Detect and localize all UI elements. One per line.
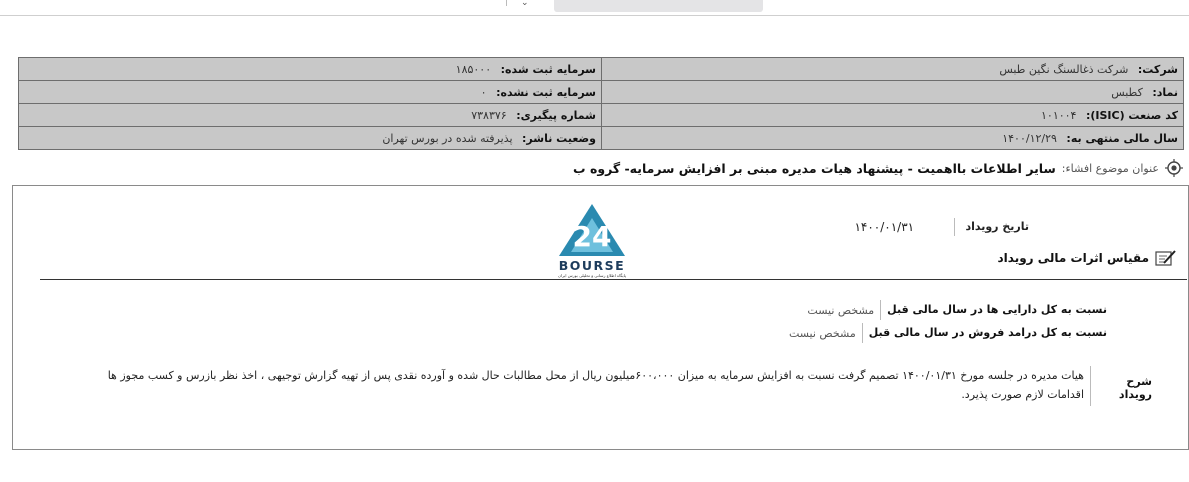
fiscal-year-cell — [602, 127, 1184, 150]
disclosure-subject — [573, 158, 1183, 178]
effect-revenue-label: نسبت به کل درامد فروش در سال مالی قبل — [862, 323, 1107, 343]
financial-impact-label: مقیاس اثرات مالی رویداد — [997, 251, 1149, 265]
subject-label: عنوان موضوع افشاء: — [1061, 161, 1159, 175]
bourse24-logo — [549, 200, 635, 280]
effect-assets-label: نسبت به کل دارایی ها در سال مالی قبل — [880, 300, 1107, 320]
logo-number: 24 — [572, 220, 612, 253]
logo-subtitle: پایگاه اطلاع رسانی و تحلیلی بورس ایران — [558, 273, 626, 278]
isic-label: کد صنعت (ISIC): — [1085, 108, 1178, 122]
logo-triangle-icon — [549, 200, 635, 258]
unregistered-capital-value: ۰ — [480, 85, 487, 99]
isic-cell — [602, 104, 1184, 127]
company-value: شرکت ذغالسنگ نگین طبس — [999, 62, 1129, 76]
unregistered-capital-label: سرمایه ثبت نشده: — [496, 85, 596, 99]
toolbar-field[interactable] — [554, 0, 763, 12]
publisher-status-label: وضعیت ناشر: — [522, 131, 596, 145]
event-description-label: شرح رویداد — [1090, 366, 1152, 406]
event-description — [107, 366, 1152, 406]
toolbar-divider — [506, 0, 507, 6]
financial-impact-title — [998, 248, 1177, 268]
registered-capital-value: ۱۸۵۰۰۰ — [455, 62, 492, 76]
event-description-text: هیات مدیره در جلسه مورخ ۱۴۰۰/۰۱/۳۱ تصمیم گرفت نسبت به افزایش سرمایه به میزان ۶۰۰،۰۰۰میلیون ریال از محل مطالبات حال شده و آورده نقدی پس از تهیه گزارش توجیهی ، اخذ نظر بازرس و کسب مجوز ها اقدامات لازم صورت پذیرد. — [107, 369, 1084, 401]
company-label: شرکت: — [1137, 62, 1178, 76]
table-row — [19, 127, 1184, 150]
symbol-label: نماد: — [1152, 85, 1178, 99]
unregistered-capital-cell — [19, 81, 602, 104]
company-info-table — [18, 57, 1184, 150]
fiscal-year-value: ۱۴۰۰/۱۲/۲۹ — [1002, 131, 1057, 145]
event-date — [854, 218, 1029, 236]
fiscal-year-label: سال مالی منتهی به: — [1066, 131, 1178, 145]
dropdown-arrow-icon[interactable]: ⌄ — [521, 0, 529, 8]
table-row — [19, 58, 1184, 81]
isic-value: ۱۰۱۰۰۴ — [1041, 108, 1077, 122]
target-icon — [1165, 159, 1183, 177]
publisher-status-value: پذیرفته شده در بورس تهران — [382, 131, 513, 145]
table-row — [19, 81, 1184, 104]
effects-list — [789, 300, 1107, 346]
effect-assets-value: مشخص نیست — [807, 303, 875, 317]
effect-revenue-value: مشخص نیست — [788, 326, 856, 340]
company-cell — [602, 58, 1184, 81]
symbol-value: کطبس — [1111, 85, 1143, 99]
tracking-number-label: شماره پیگیری: — [516, 108, 596, 122]
effect-row — [789, 323, 1107, 343]
registered-capital-cell — [19, 58, 602, 81]
table-row — [19, 104, 1184, 127]
subject-value: سایر اطلاعات بااهمیت - پیشنهاد هیات مدیره مبنی بر افزایش سرمایه- گروه ب — [573, 160, 1056, 176]
tracking-number-value: ۷۳۸۳۷۶ — [471, 108, 507, 122]
event-date-label: تاریخ رویداد — [954, 218, 1029, 236]
event-date-value: ۱۴۰۰/۰۱/۳۱ — [854, 220, 915, 234]
section-divider — [40, 279, 1187, 280]
logo-word: BOURSE — [558, 258, 626, 273]
symbol-cell — [602, 81, 1184, 104]
registered-capital-label: سرمایه ثبت شده: — [500, 62, 596, 76]
effect-row — [789, 300, 1107, 320]
browser-top-strip — [0, 0, 1189, 16]
publisher-status-cell — [19, 127, 602, 150]
edit-icon — [1155, 249, 1177, 267]
tracking-number-cell — [19, 104, 602, 127]
